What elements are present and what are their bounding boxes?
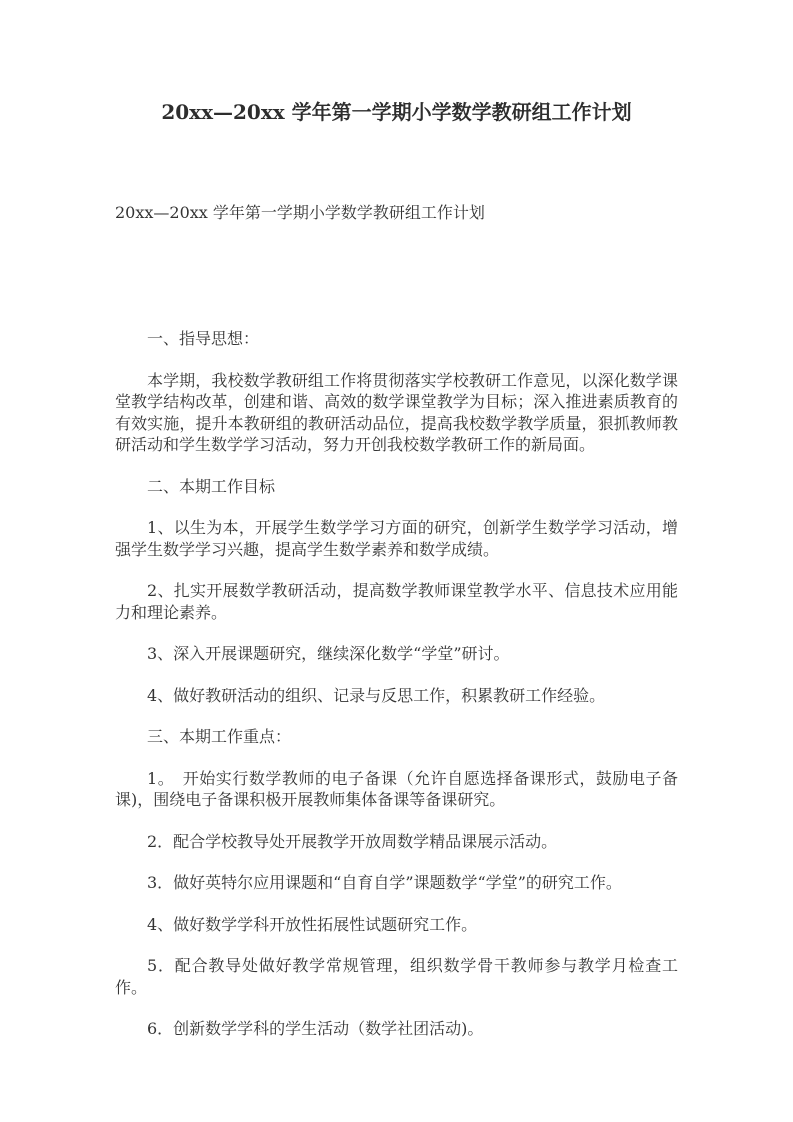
goal-item-2: 2、扎实开展数学教研活动，提高数学教师课堂教学水平、信息技术应用能力和理论素养。 [115,581,678,622]
section-heading-guiding-ideology: 一、指导思想： [147,329,260,348]
goal-item-4: 4、做好教研活动的组织、记录与反思工作，积累教研工作经验。 [147,685,606,705]
priority-item-5: 5．配合教导处做好教学常规管理，组织数学骨干教师参与教学月检查工作。 [115,956,678,997]
priority-item-2: 2．配合学校教导处开展教学开放周数学精品课展示活动。 [147,831,558,851]
paragraph-guiding-ideology: 本学期，我校数学教研组工作将贯彻落实学校教研工作意见，以深化数学课堂教学结构改革，创建和谐、高效的数学课堂教学为目标；深入推进素质教育的有效实施，提升本教研组的教研活动品位，提高我校数学教学质量，狠抓教师教研活动和学生数学学习活动，努力开创我校数学教研工作的新局面。 [115,370,678,454]
document-subtitle: 20xx—20xx 学年第一学期小学数学教研组工作计划 [115,203,485,222]
section-heading-term-priorities: 三、本期工作重点： [147,727,292,746]
document-title: 20xx—20xx 学年第一学期小学数学教研组工作计划 [161,100,632,124]
goal-item-1: 1、以生为本，开展学生数学学习方面的研究，创新学生数学学习活动，增强学生数学学习兴趣，提高学生数学素养和数学成绩。 [115,518,678,559]
section-heading-term-goals: 二、本期工作目标 [147,476,276,496]
priority-item-6: 6．创新数学学科的学生活动（数学社团活动)。 [147,1019,484,1038]
priority-item-1: 1。 开始实行数学教师的电子备课（允许自愿选择备课形式，鼓励电子备课)，围绕电子备课积极开展教师集体备课等备课研究。 [115,768,678,809]
goal-item-3: 3、深入开展课题研究，继续深化数学“学堂”研讨。 [147,644,510,663]
priority-item-4: 4、做好数学学科开放性拓展性试题研究工作。 [147,914,478,934]
priority-item-3: 3．做好英特尔应用课题和“自育自学”课题数学“学堂”的研究工作。 [147,873,622,892]
